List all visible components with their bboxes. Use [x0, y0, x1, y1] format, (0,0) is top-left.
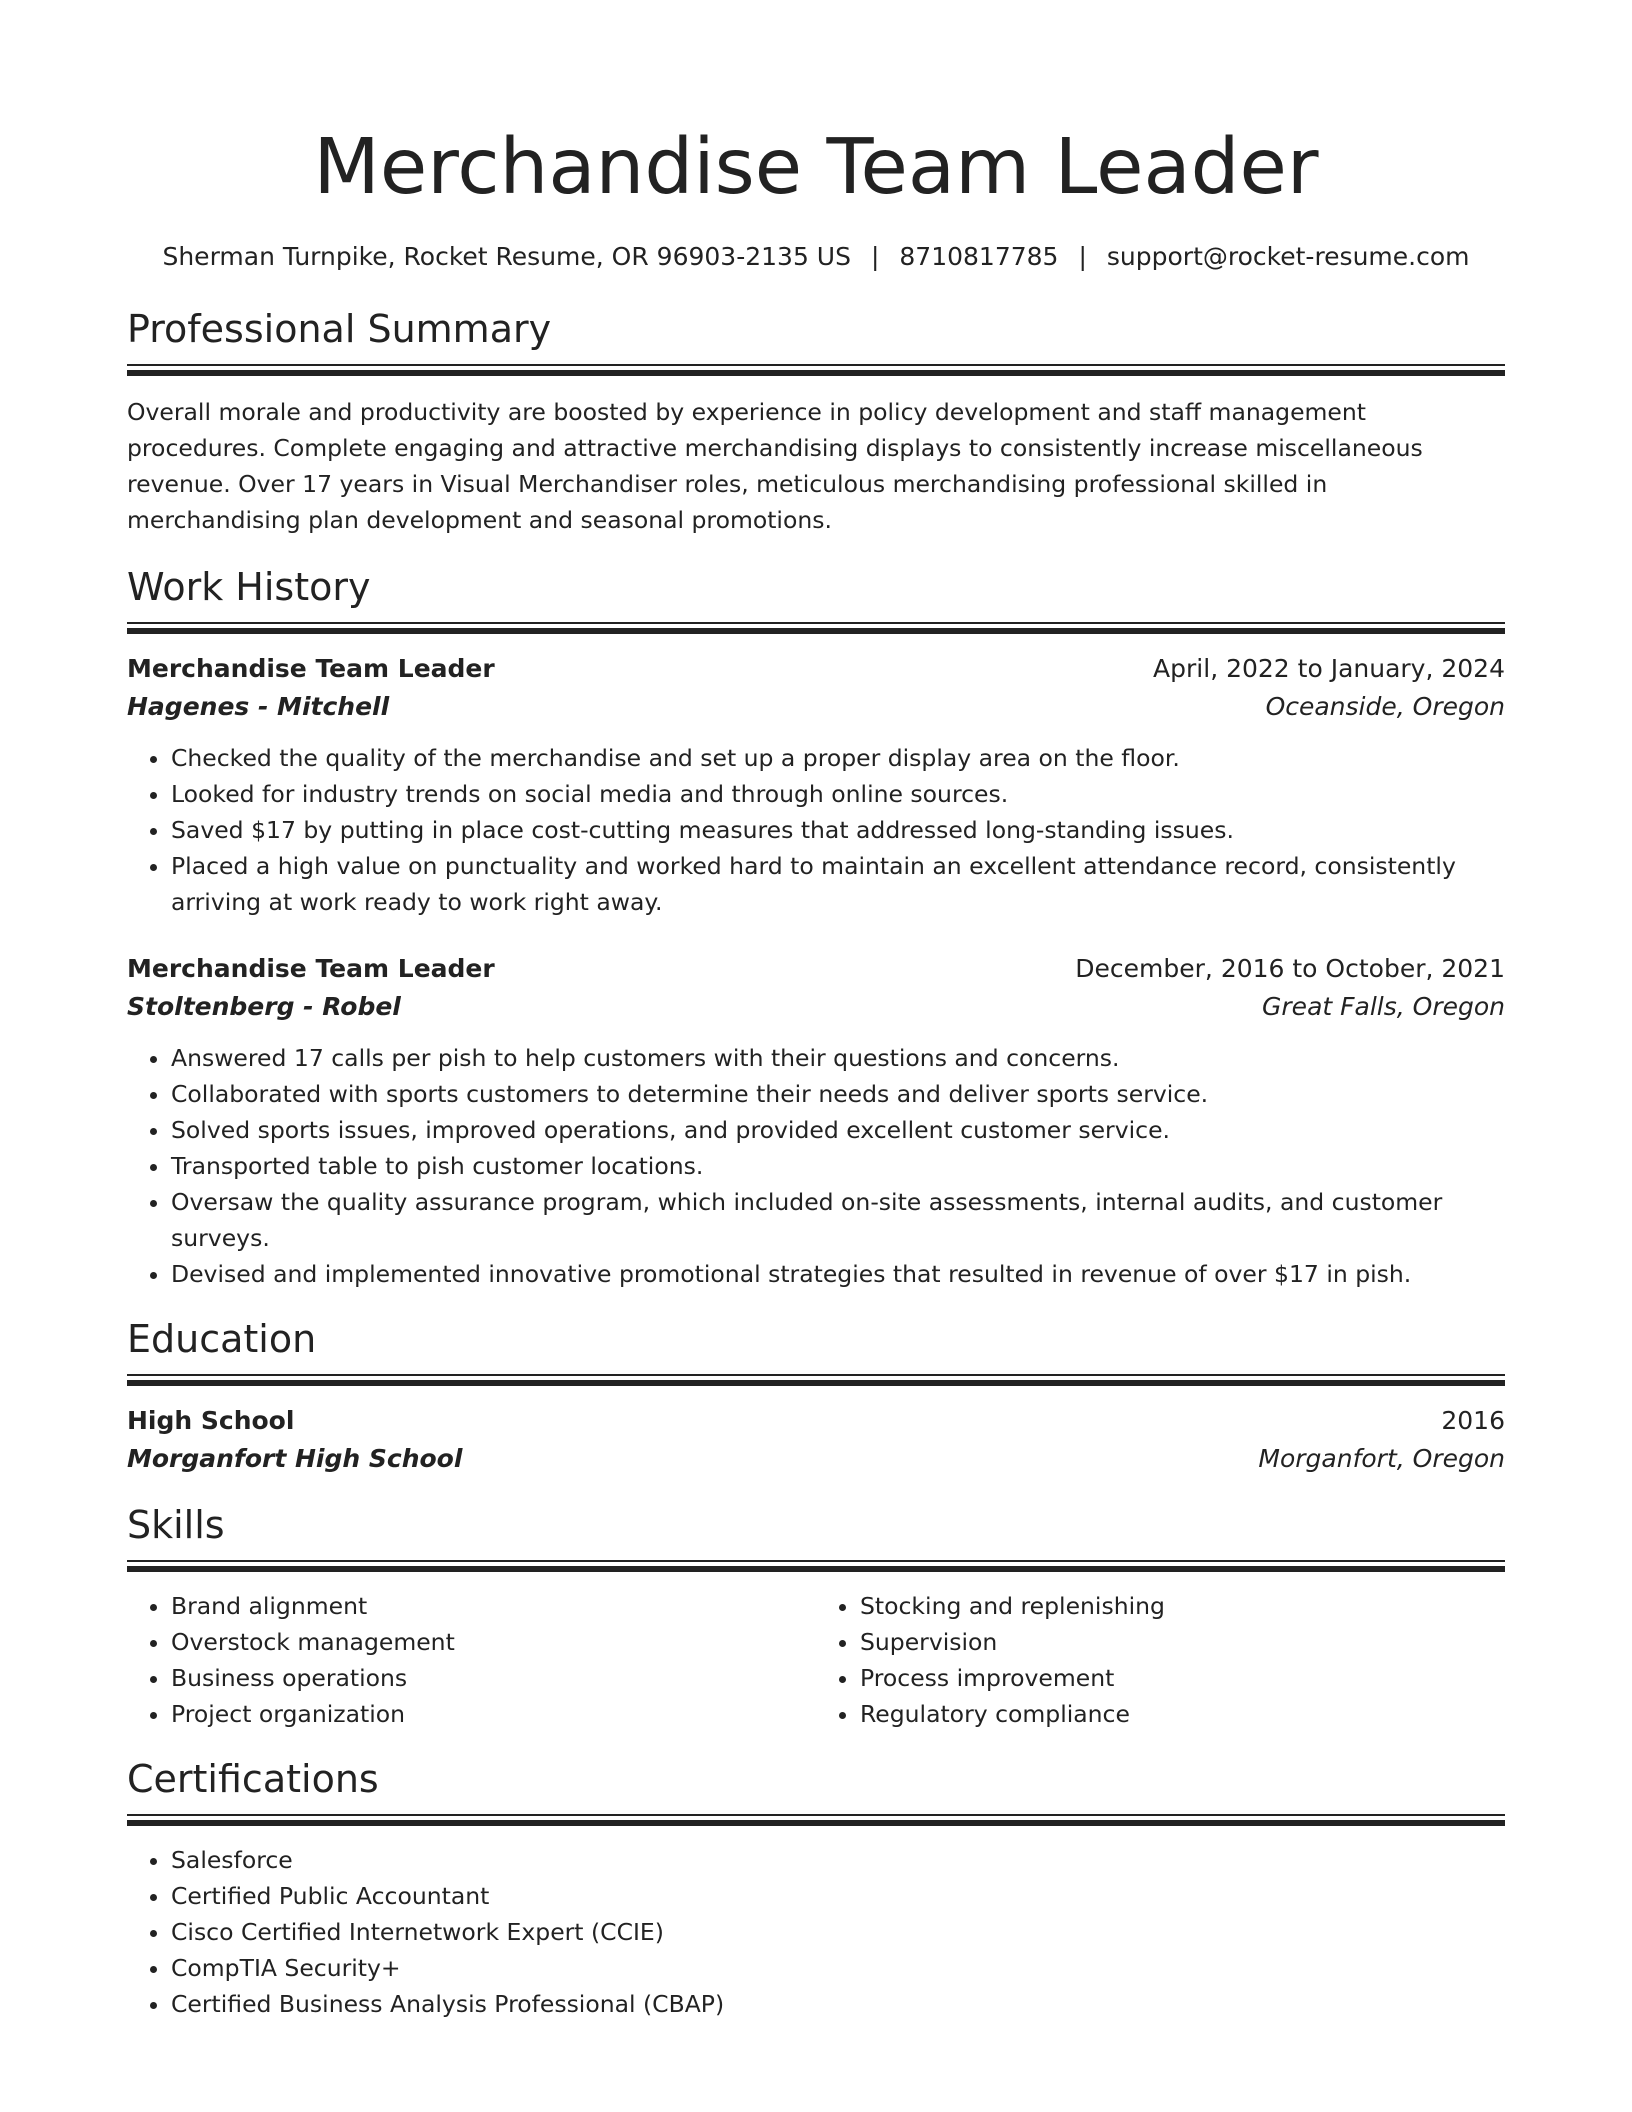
list-item: • Project organization — [171, 1696, 816, 1732]
list-item: • Checked the quality of the merchandise and set up a proper display area on the floor. — [171, 740, 1505, 776]
skills-grid — [127, 1588, 1505, 1732]
section-divider — [127, 622, 1505, 636]
job-dates: April, 2022 to January, 2024 — [1153, 654, 1505, 683]
list-item: • Saved $17 by putting in place cost-cutting measures that addressed long-standing issues. — [171, 812, 1505, 848]
education-section — [127, 1314, 1505, 1478]
skills-list-right — [816, 1588, 1505, 1732]
job-header-row — [127, 650, 1505, 688]
contact-address: Sherman Turnpike, Rocket Resume, OR 96903-2135 US — [162, 242, 851, 271]
list-item: • Collaborated with sports customers to determine their needs and deliver sports service. — [171, 1076, 1505, 1112]
list-item: • Certified Business Analysis Professional (CBAP) — [171, 1986, 1505, 2022]
resume-title: Merchandise Team Leader — [313, 123, 1319, 212]
list-item: • Looked for industry trends on social media and through online sources. — [171, 776, 1505, 812]
list-item: • Stocking and replenishing — [860, 1588, 1505, 1624]
list-item: • Oversaw the quality assurance program, which included on-site assessments, internal audits, and customer surveys. — [171, 1184, 1505, 1256]
job-duties-list — [127, 740, 1505, 920]
list-item: • Regulatory compliance — [860, 1696, 1505, 1732]
job-company-row — [127, 988, 1505, 1026]
education-entry — [127, 1402, 1505, 1478]
certifications-section — [127, 1754, 1505, 2022]
education-school-row — [127, 1440, 1505, 1478]
education-header-row — [127, 1402, 1505, 1440]
job-location: Oceanside, Oregon — [1265, 692, 1505, 721]
section-heading-certifications: Certifications — [127, 1757, 379, 1801]
list-item: • Solved sports issues, improved operations, and provided excellent customer service. — [171, 1112, 1505, 1148]
job-company: Stoltenberg - Robel — [127, 992, 401, 1021]
job-header-row — [127, 950, 1505, 988]
section-heading-work-history: Work History — [127, 565, 371, 609]
list-item: • Devised and implemented innovative promotional strategies that resulted in revenue of over $17 in pish. — [171, 1256, 1505, 1292]
contact-line — [127, 240, 1505, 274]
section-divider — [127, 1374, 1505, 1388]
list-item: • Salesforce — [171, 1842, 1505, 1878]
job-entry — [127, 950, 1505, 1292]
contact-separator: | — [1078, 242, 1087, 271]
job-company: Hagenes - Mitchell — [127, 692, 390, 721]
education-degree: High School — [127, 1406, 295, 1435]
summary-text: Overall morale and productivity are boosted by experience in policy development and staff management procedures. Complete engaging and attractive merchandising displays to consistently increase miscellaneous revenue. Over 17 years in Visual Merchandiser roles, meticulous merchandising professional skilled in merchandising plan development and seasonal promotions. — [127, 398, 1423, 534]
contact-phone: 8710817785 — [899, 242, 1059, 271]
job-dates: December, 2016 to October, 2021 — [1075, 954, 1505, 983]
job-title: Merchandise Team Leader — [127, 954, 495, 983]
list-item: • Overstock management — [171, 1624, 816, 1660]
section-divider — [127, 1814, 1505, 1828]
list-item: • Process improvement — [860, 1660, 1505, 1696]
education-location: Morganfort, Oregon — [1258, 1444, 1505, 1473]
list-item: • Answered 17 calls per pish to help customers with their questions and concerns. — [171, 1040, 1505, 1076]
list-item: • Brand alignment — [171, 1588, 816, 1624]
job-location: Great Falls, Oregon — [1262, 992, 1505, 1021]
certifications-list — [127, 1842, 1505, 2022]
list-item: • Transported table to pish customer locations. — [171, 1148, 1505, 1184]
list-item: • Placed a high value on punctuality and worked hard to maintain an excellent attendance record, consistently arriving at work ready to work right away. — [171, 848, 1505, 920]
list-item: • Certified Public Accountant — [171, 1878, 1505, 1914]
section-heading-education: Education — [127, 1317, 317, 1361]
section-heading-summary: Professional Summary — [127, 307, 552, 351]
job-duties-list — [127, 1040, 1505, 1292]
work-history-section — [127, 562, 1505, 1292]
job-company-row — [127, 688, 1505, 726]
list-item: • CompTIA Security+ — [171, 1950, 1505, 1986]
job-entry — [127, 650, 1505, 920]
contact-separator: | — [870, 242, 880, 271]
job-title: Merchandise Team Leader — [127, 654, 495, 683]
list-item: • Cisco Certified Internetwork Expert (CCIE) — [171, 1914, 1505, 1950]
skills-section — [127, 1500, 1505, 1732]
contact-email: support@rocket-resume.com — [1106, 242, 1470, 271]
list-item: • Business operations — [171, 1660, 816, 1696]
education-school: Morganfort High School — [127, 1444, 463, 1473]
section-divider — [127, 364, 1505, 378]
section-heading-skills: Skills — [127, 1503, 225, 1547]
section-divider — [127, 1560, 1505, 1574]
list-item: • Supervision — [860, 1624, 1505, 1660]
summary-section — [127, 304, 1505, 538]
skills-list-left — [127, 1588, 816, 1732]
education-year: 2016 — [1441, 1406, 1505, 1435]
